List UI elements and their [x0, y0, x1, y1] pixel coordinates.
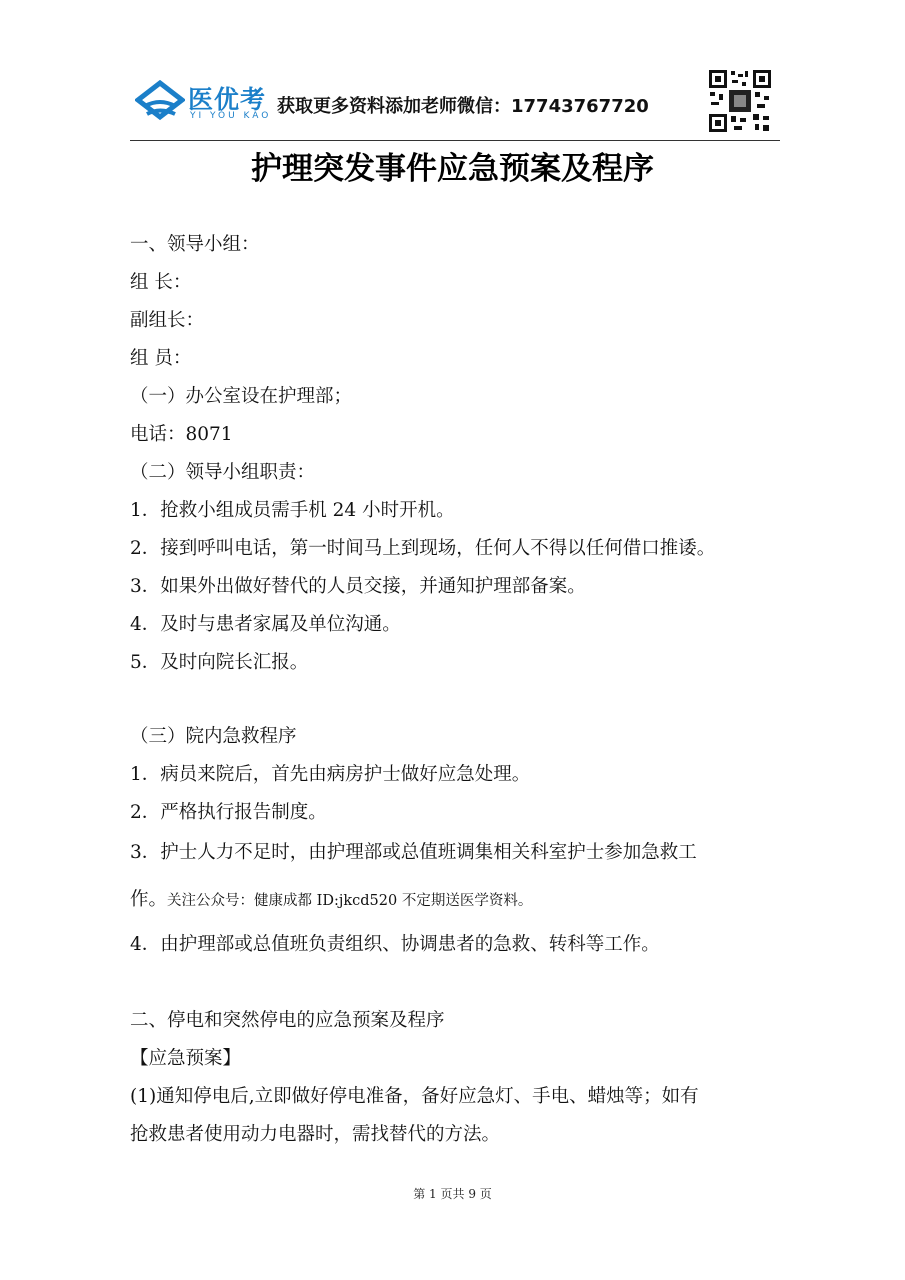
list-item: 1．抢救小组成员需手机 24 小时开机。 [130, 500, 455, 521]
header [130, 66, 780, 138]
text-line: （二）领导小组职责： [130, 462, 316, 483]
list-item: 4．及时与患者家属及单位沟通。 [130, 614, 401, 635]
page-number: 第 1 页共 9 页 [413, 1187, 492, 1201]
qr-code-icon [707, 68, 773, 134]
text-line: (1)通知停电后,立即做好停电准备，备好应急灯、手电、蜡烛等；如有 [130, 1086, 699, 1107]
promo-text: 获取更多资料添加老师微信：17743767720 [277, 96, 649, 117]
list-item: 1．病员来院后，首先由病房护士做好应急处理。 [130, 764, 531, 785]
header-divider [130, 140, 780, 141]
logo-subtext: YI YOU KAO [190, 111, 272, 121]
logo-text: 医优考 [188, 85, 267, 114]
text-line: 抢救患者使用动力电器时，需找替代的方法。 [130, 1124, 501, 1145]
text-line: （一）办公室设在护理部； [130, 386, 353, 407]
list-item: 3．如果外出做好替代的人员交接，并通知护理部备案。 [130, 576, 586, 597]
logo-icon [135, 80, 185, 124]
text-line: 组 长： [130, 272, 192, 293]
list-item: 2．严格执行报告制度。 [130, 802, 327, 823]
text-line: 电话：8071 [130, 424, 233, 445]
list-item: 2．接到呼叫电话，第一时间马上到现场，任何人不得以任何借口推诿。 [130, 538, 716, 559]
text-line [130, 885, 532, 911]
watermark-note: 关注公众号：健康成都 ID:jkcd520 不定期送医学资料。 [167, 893, 533, 909]
text-line: 【应急预案】 [130, 1048, 242, 1069]
text-fragment: 作。 [130, 889, 168, 910]
list-item: 3．护士人力不足时，由护理部或总值班调集相关科室护士参加急救工 [130, 842, 697, 863]
text-line: 组 员： [130, 348, 192, 369]
list-item: 4．由护理部或总值班负责组织、协调患者的急救、转科等工作。 [130, 934, 660, 955]
section-heading: 二、停电和突然停电的应急预案及程序 [130, 1010, 445, 1031]
section-heading: 一、领导小组： [130, 234, 260, 255]
document-title: 护理突发事件应急预案及程序 [251, 151, 654, 187]
list-item: 5．及时向院长汇报。 [130, 652, 309, 673]
text-line: 副组长： [130, 310, 205, 331]
text-line: （三）院内急救程序 [130, 726, 297, 747]
